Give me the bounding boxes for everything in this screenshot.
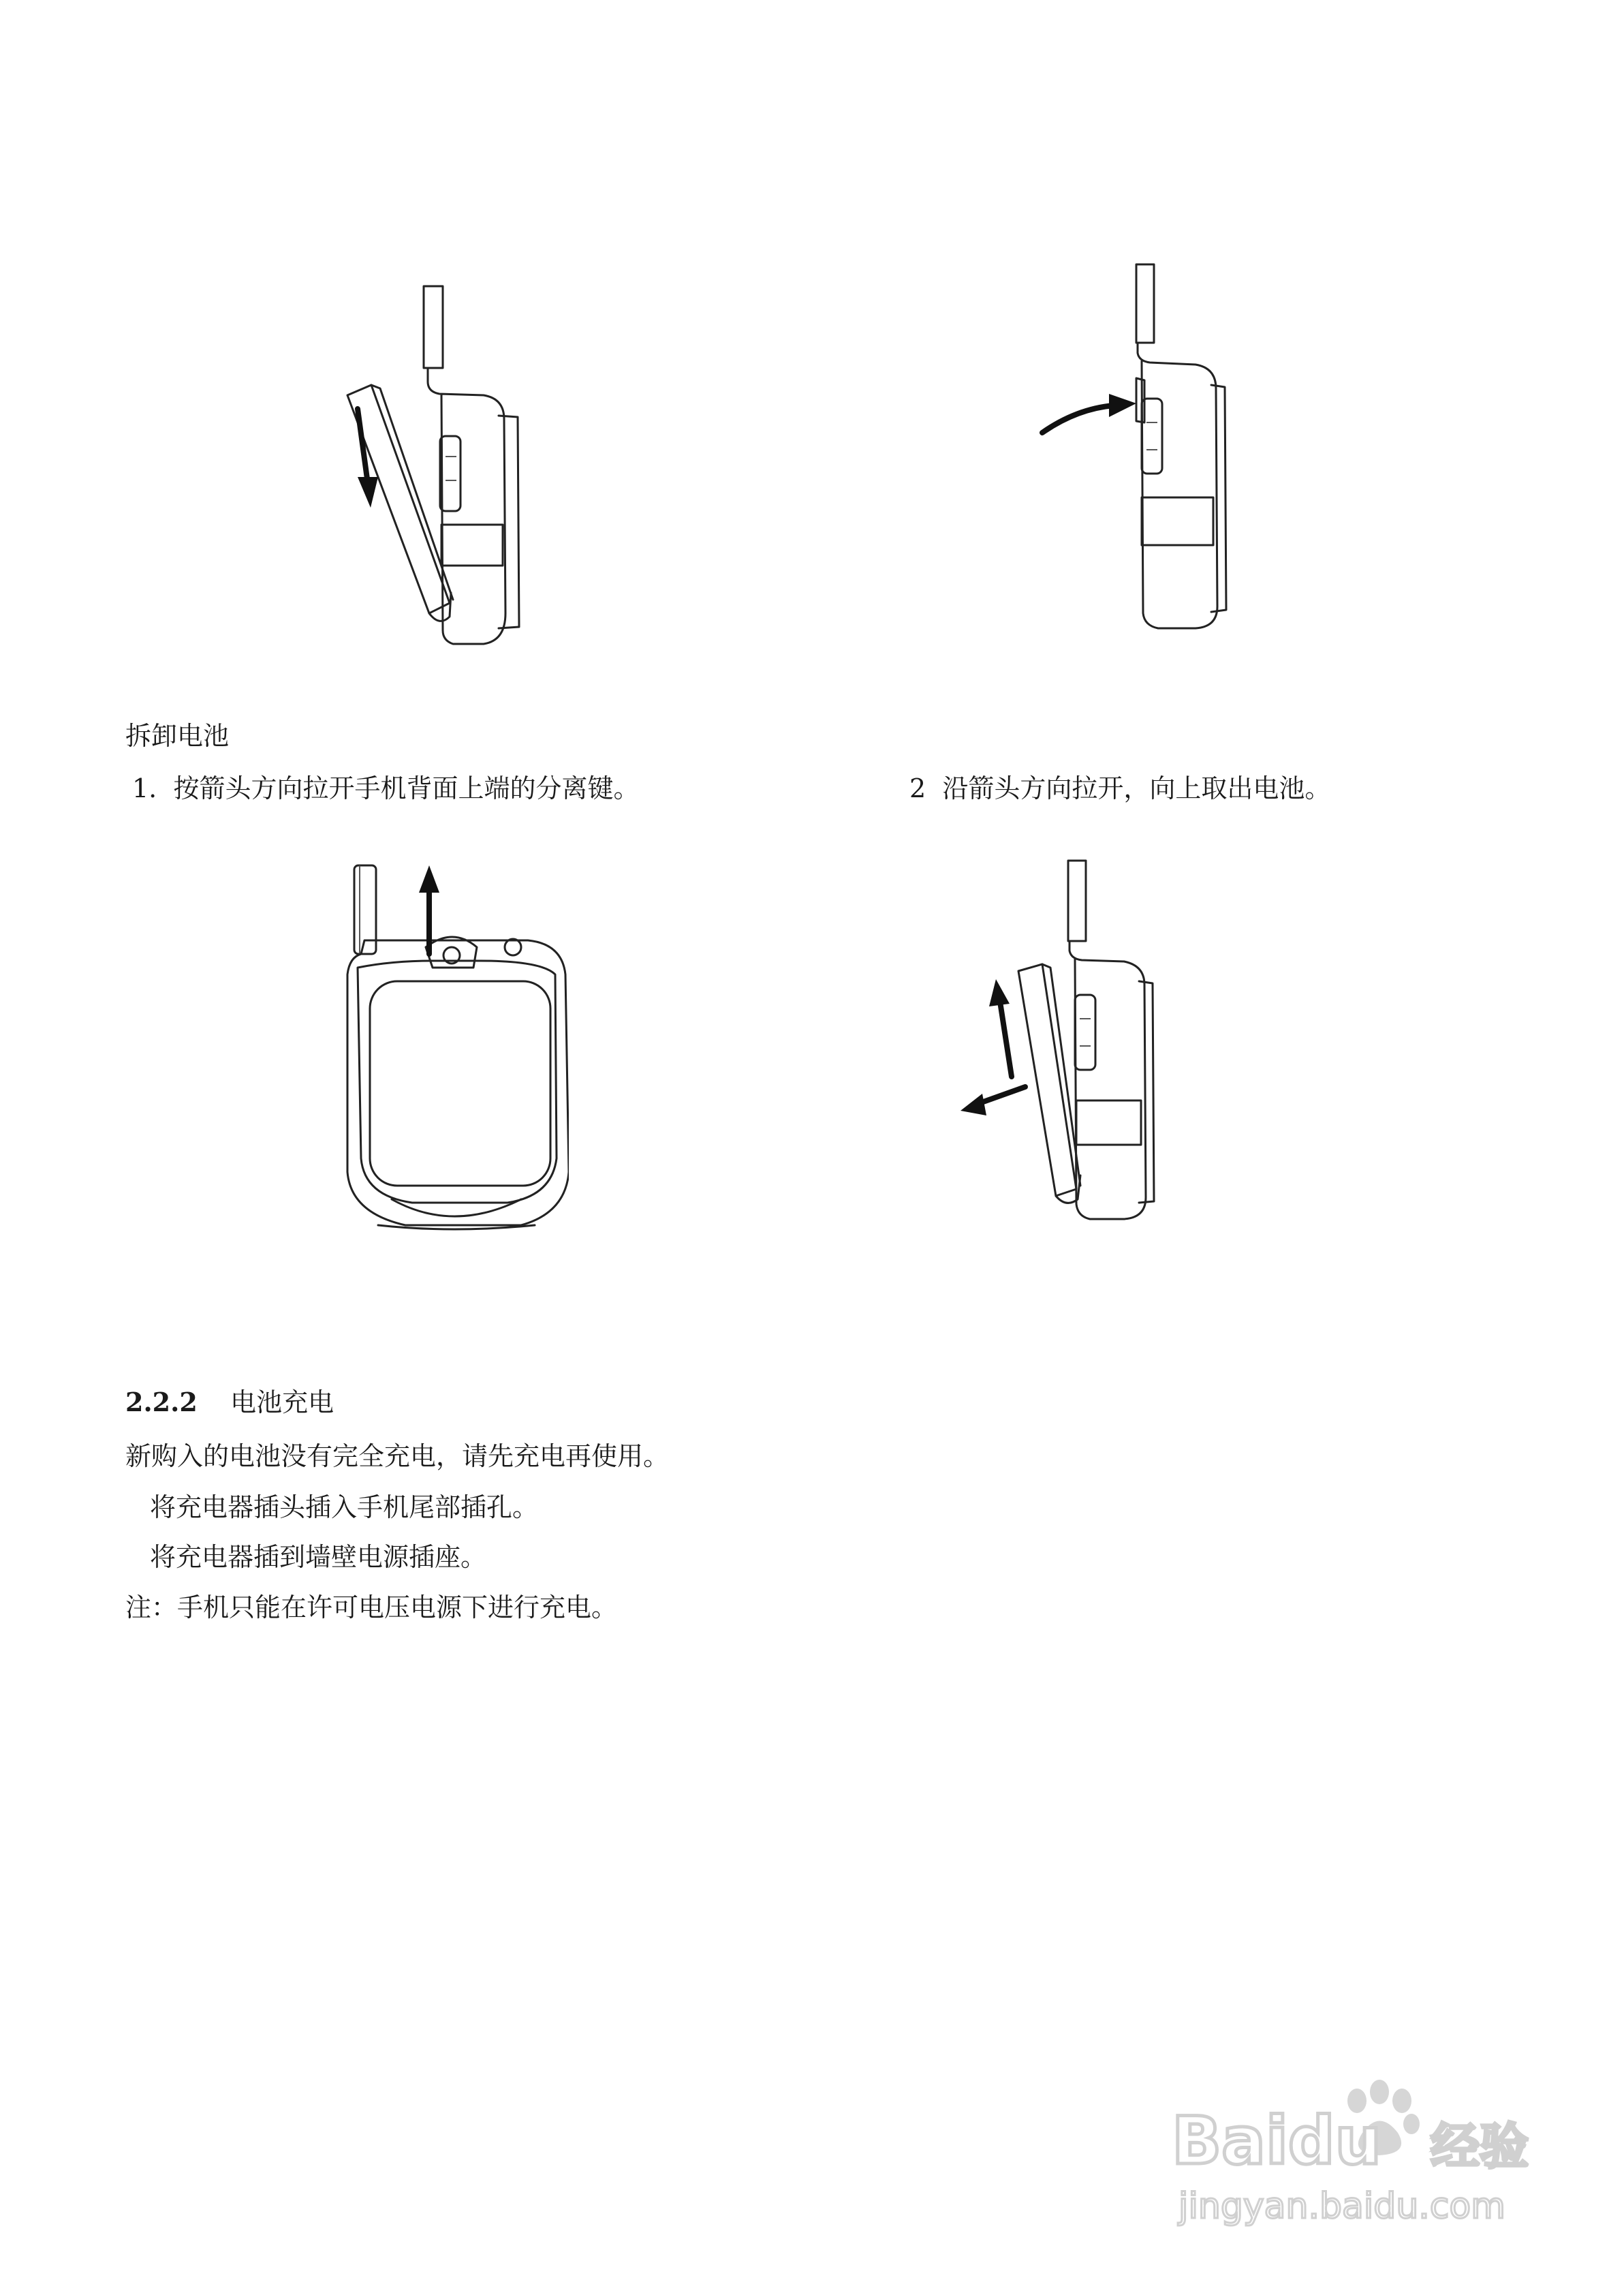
step-1 <box>132 773 639 805</box>
charging-heading <box>125 1387 334 1419</box>
section-title: 拆卸电池 <box>125 721 230 751</box>
baidu-watermark <box>1158 2068 1540 2245</box>
step-number: 1. <box>132 773 157 803</box>
figure-battery-tilt-down <box>320 273 545 654</box>
charging-heading-title: 电池充电 <box>230 1387 334 1417</box>
figure-back-view-release <box>337 852 569 1233</box>
step-2 <box>909 773 1330 805</box>
watermark-url: jingyan.baidu.com <box>1178 2186 1505 2227</box>
charging-heading-number: 2.2.2 <box>125 1387 198 1417</box>
figure-battery-lift-out <box>954 848 1178 1230</box>
watermark-cn: 经验 <box>1431 2118 1529 2175</box>
charging-item-1: 将充电器插头插入手机尾部插孔。 <box>150 1492 539 1522</box>
step-number: 2 <box>909 773 926 803</box>
charging-intro: 新购入的电池没有完全充电，请先充电再使用。 <box>125 1441 670 1471</box>
charging-note: 注：手机只能在许可电压电源下进行充电。 <box>125 1592 618 1622</box>
watermark-brand: Baidu <box>1172 2103 1381 2179</box>
charging-item-2: 将充电器插到墙壁电源插座。 <box>150 1542 487 1572</box>
figure-release-key-arrow <box>1022 252 1247 634</box>
step-text: 按箭头方向拉开手机背面上端的分离键。 <box>173 773 640 803</box>
step-text: 沿箭头方向拉开，向上取出电池。 <box>942 773 1331 803</box>
